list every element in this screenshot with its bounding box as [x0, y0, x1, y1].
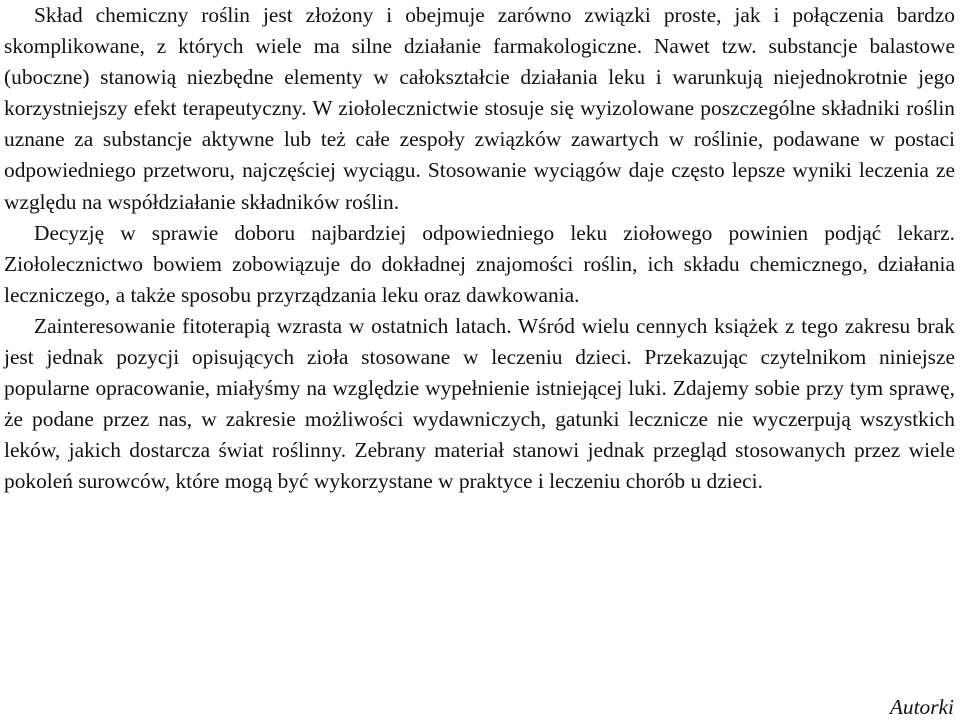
paragraph-1: Skład chemiczny roślin jest złożony i obejmuje zarówno związki proste, jak i połączenia bardzo skomplikowane, z których wiele ma silne działanie farmakologiczne. Nawet tzw. substancje balastowe (uboczne) stanowią niezbędne elementy w całokształcie działania leku i warunkują niejednokrotnie jego korzystniejszy efekt terapeutyczny. W ziołolecznictwie stosuje się wyizolowane poszczególne składniki roślin uznane za substancje aktywne lub też całe zespoły związków zawartych w roślinie, podawane w postaci odpowiedniego przetworu, najczęściej wyciągu. Stosowanie wyciągów daje często lepsze wyniki leczenia ze względu na współdziałanie składników roślin.	[4, 3, 955, 214]
paragraph-2: Decyzję w sprawie doboru najbardziej odpowiedniego leku ziołowego powinien podjąć lekarz. Ziołolecznictwo bowiem zobowiązuje do dokładnej znajomości roślin, ich składu chemicznego, działania leczniczego, a także sposobu przyrządzania leku oraz dawkowania.	[4, 220, 955, 307]
signature: Autorki	[889, 695, 954, 719]
paragraph-3: Zainteresowanie fitoterapią wzrasta w ostatnich latach. Wśród wielu cennych książek z tego zakresu brak jest jednak pozycji opisujących zioła stosowane w leczeniu dzieci. Przekazując czytelnikom niniejsze popularne opracowanie, miałyśmy na względzie wypełnienie istniejącej luki. Zdajemy sobie przy tym sprawę, że podane przez nas, w zakresie możliwości wydawniczych, gatunki lecznicze nie wyczerpują wszystkich leków, jakich dostarcza świat roślinny. Zebrany materiał stanowi jednak przegląd stosowanych przez wiele pokoleń surowców, które mogą być wykorzystane w praktyce i leczeniu chorób u dzieci.	[4, 313, 955, 494]
document-body	[4, 0, 955, 498]
